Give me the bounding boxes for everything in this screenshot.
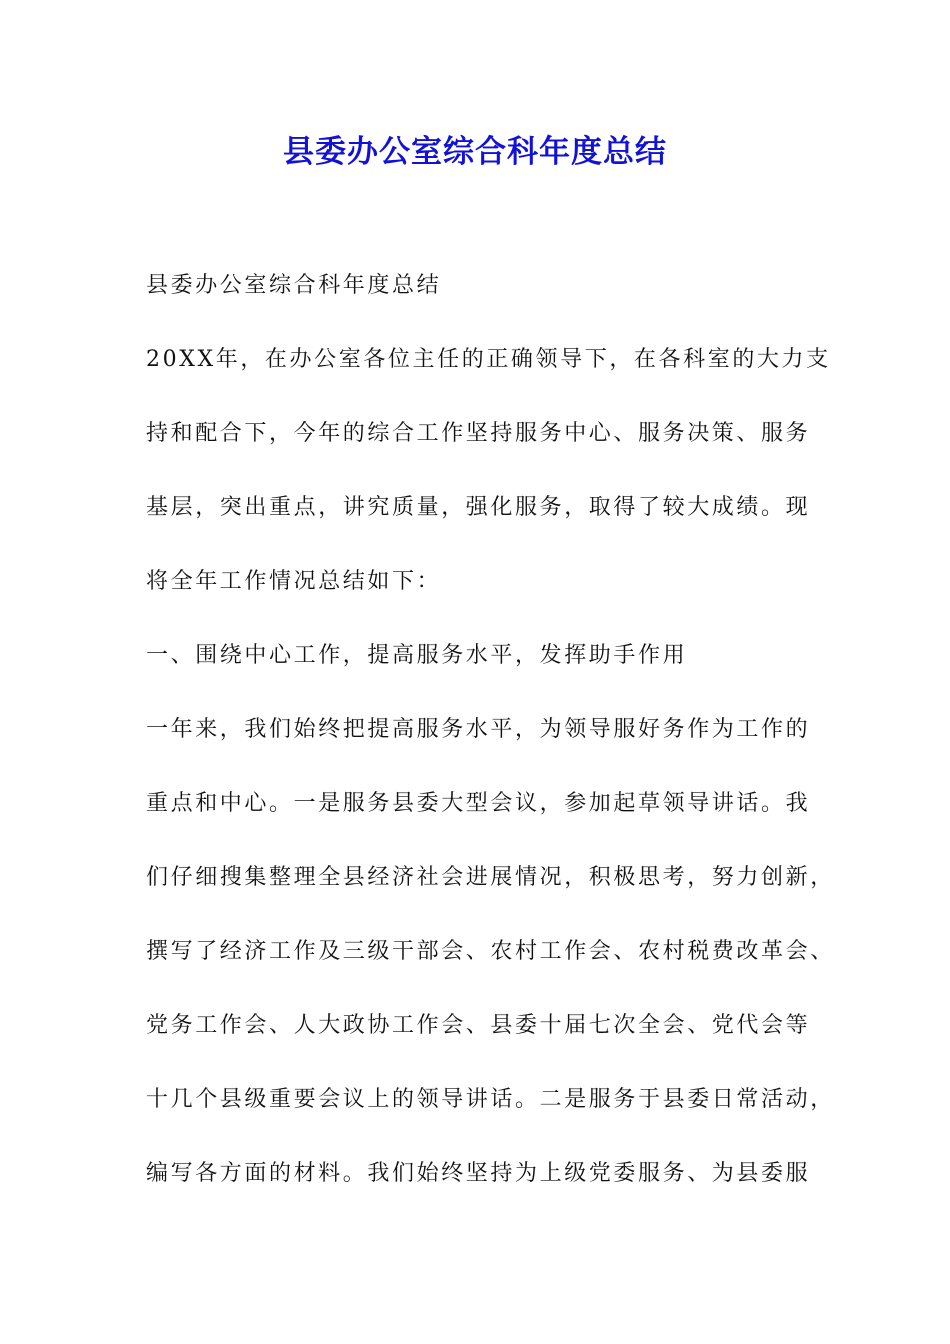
section-heading: 一、围绕中心工作，提高服务水平，发挥助手作用 [146, 643, 688, 668]
document-body [146, 262, 836, 1224]
body-line: 县委办公室综合科年度总结 [146, 273, 442, 298]
body-line: 十几个县级重要会议上的领导讲话。二是服务于县委日常活动， [146, 1087, 835, 1112]
body-line: 持和配合下，今年的综合工作坚持服务中心、服务决策、服务 [146, 421, 811, 446]
body-line: 编写各方面的材料。我们始终坚持为上级党委服务、为县委服 [146, 1161, 811, 1186]
body-line: 党务工作会、人大政协工作会、县委十届七次全会、党代会等 [146, 1013, 811, 1038]
body-line: 将全年工作情况总结如下： [146, 569, 442, 594]
body-line: 们仔细搜集整理全县经济社会进展情况，积极思考，努力创新， [146, 865, 835, 890]
body-line: 20XX年，在办公室各位主任的正确领导下，在各科室的大力支 [146, 347, 831, 372]
body-line: 撰写了经济工作及三级干部会、农村工作会、农村税费改革会、 [146, 939, 835, 964]
document-title: 县委办公室综合科年度总结 [283, 134, 667, 170]
body-line: 基层，突出重点，讲究质量，强化服务，取得了较大成绩。现 [146, 495, 811, 520]
body-line: 重点和中心。一是服务县委大型会议，参加起草领导讲话。我 [146, 791, 811, 816]
body-line: 一年来，我们始终把提高服务水平，为领导服好务作为工作的 [146, 717, 811, 742]
